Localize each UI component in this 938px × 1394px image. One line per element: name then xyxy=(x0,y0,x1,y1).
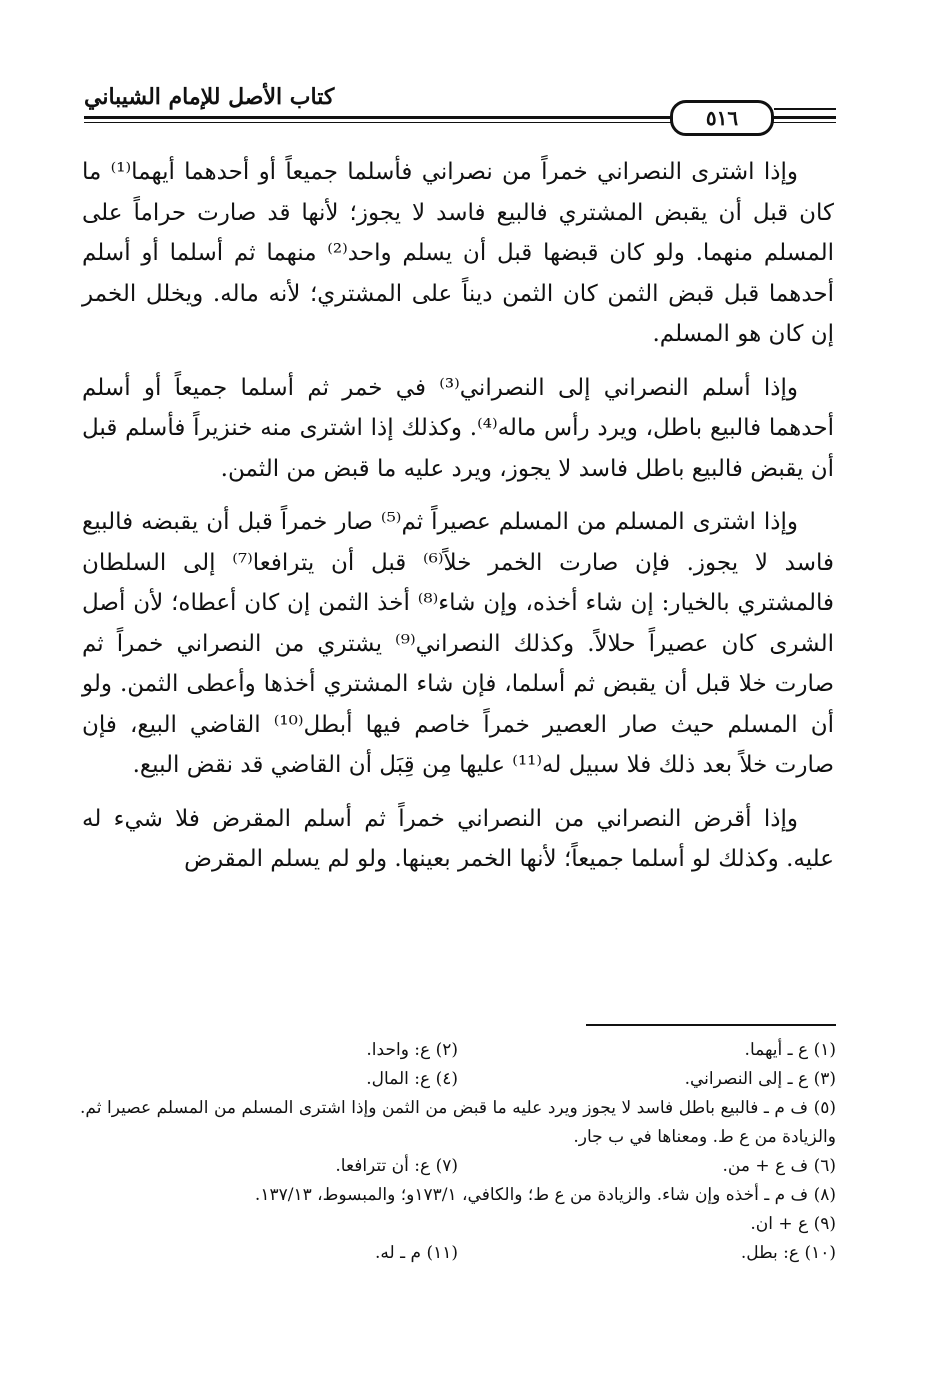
footnote-row xyxy=(80,1065,836,1094)
book-title: كتاب الأصل للإمام الشيباني xyxy=(84,84,335,110)
footnotes xyxy=(80,1036,836,1268)
footnote-6: (٦) ف ع + من. xyxy=(722,1156,836,1176)
footnote-row xyxy=(80,1094,836,1152)
footnote-3: (٣) ع ـ إلى النصراني. xyxy=(684,1069,836,1089)
page-number: ٥١٦ xyxy=(670,100,774,136)
footnote-row xyxy=(80,1239,836,1268)
footnote-row xyxy=(80,1152,836,1181)
page-header xyxy=(84,78,836,134)
paragraph-2: وإذا أسلم النصراني إلى النصراني⁽³⁾ في خمر ثم أسلما جميعاً أو أسلم أحدهما فالبيع باطل، ويرد رأس ماله⁽⁴⁾. وكذلك إذا اشترى منه خنزيراً فأسلم قبل أن يقبض فالبيع باطل فاسد لا يجوز، ويرد عليه ما قبض من الثمن. xyxy=(82,374,834,482)
footnote-2: (٢) ع: واحدا. xyxy=(366,1040,458,1060)
footnote-8: (٨) ف م ـ أخذه وإن شاء. والزيادة من ع ط؛ والكافي، ١٧٣/١و؛ والمبسوط، ١٣٧/١٣. xyxy=(254,1185,836,1205)
footnote-10: (١٠) ع: بطل. xyxy=(740,1243,836,1263)
header-rule-tail xyxy=(774,108,836,110)
footnote-row xyxy=(80,1181,836,1210)
main-text xyxy=(82,152,834,880)
footnote-1: (١) ع ـ أيهما. xyxy=(744,1040,836,1060)
paragraph-3: وإذا اشترى المسلم من المسلم عصيراً ثم⁽⁵⁾ صار خمراً قبل أن يقبضه فالبيع فاسد لا يجوز. فإن صارت الخمر خلاً⁽⁶⁾ قبل أن يترافعا⁽⁷⁾ إلى السلطان فالمشتري بالخيار: إن شاء أخذه، وإن شاء⁽⁸⁾ أخذ الثمن إن كان أعطاه؛ لأن أصل الشرى كان عصيراً حلالاً. وكذلك النصراني⁽⁹⁾ يشتري من النصراني خمراً ثم صارت خلا قبل أن يقبض ثم أسلما، فإن شاء المشتري أخذها وأعطى الثمن. ولو أن المسلم حيث صار العصير خمراً خاصم فيها أبطل⁽¹⁰⁾ القاضي البيع، فإن صارت خلاً بعد ذلك فلا سبيل له⁽¹¹⁾ عليها مِن قِبَل أن القاضي قد نقض البيع. xyxy=(82,509,835,778)
footnote-row xyxy=(80,1036,836,1065)
footnote-9: (٩) ع + ان. xyxy=(750,1214,836,1234)
footnote-4: (٤) ع: المال. xyxy=(366,1069,458,1089)
footnote-separator xyxy=(586,1024,836,1026)
footnote-row xyxy=(80,1210,836,1239)
paragraph-4: وإذا أقرض النصراني من النصراني خمراً ثم أسلم المقرض فلا شيء له عليه. وكذلك لو أسلما جميعاً؛ لأنها الخمر بعينها. ولو لم يسلم المقرض xyxy=(82,805,834,872)
paragraph-1: وإذا اشترى النصراني خمراً من نصراني فأسلما جميعاً أو أحدهما أيهما⁽¹⁾ ما كان قبل أن يقبض المشتري فالبيع فاسد لا يجوز؛ لأنها قد صارت حراماً على المسلم منهما. ولو كان قبضها قبل أن يسلم واحد⁽²⁾ منهما ثم أسلما أو أسلم أحدهما قبل قبض الثمن كان الثمن ديناً على المشتري؛ لأنه ماله. ويخلل الخمر إن كان هو المسلم. xyxy=(82,159,834,347)
footnote-11: (١١) م ـ له. xyxy=(375,1243,458,1263)
footnote-5: (٥) ف م ـ فالبيع باطل فاسد لا يجوز ويرد عليه ما قبض من الثمن وإذا اشترى المسلم من المسلم عصيرا ثم. والزيادة من ع ط. ومعناها في ب جار. xyxy=(80,1098,836,1147)
footnote-7: (٧) ع: أن تترافعا. xyxy=(335,1156,458,1176)
